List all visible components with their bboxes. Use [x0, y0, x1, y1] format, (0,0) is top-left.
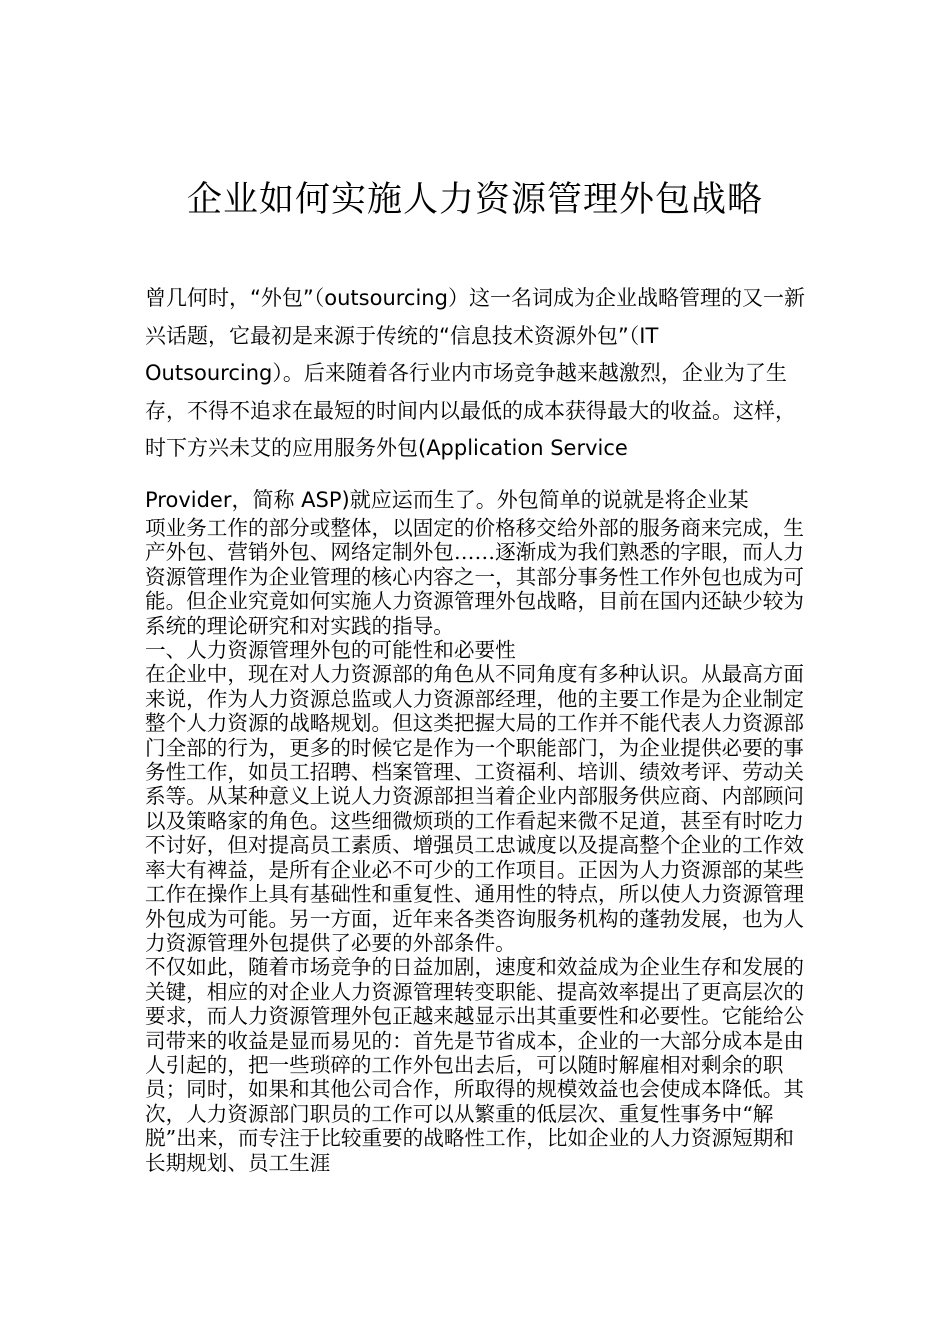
section-heading: 一、人力资源管理外包的可能性和必要性	[145, 638, 516, 663]
intro-text-part1: 曾几何时，“外包”（outsourcing）这一名词成为企业战略管理的又一新兴话题，它最初是来源于传统的“信息技术资源外包”（IT Outsourcing）。后来随着各行业内市场竞争越来越激烈，企业为了生存，不得不追求在最短的时间内以最低的成本获得最大的收益。这样，时下方兴未艾的应用服务外包(Application Service	[145, 286, 805, 460]
body-paragraph: 不仅如此，随着市场竞争的日益加剧，速度和效益成为企业生存和发展的关键，相应的对企业人力资源管理转变职能、提高效率提出了更高层次的要求，而人力资源管理外包正越来越显示出其重要性和必要性。它能给公司带来的收益是显而易见的：首先是节省成本，企业的一大部分成本是由人引起的，把一些琐碎的工作外包出去后，可以随时解雇相对剩余的职员；同时，如果和其他公司合作，所取得的规模效益也会使成本降低。其次，人力资源部门职员的工作可以从繁重的低层次、重复性事务中“解脱”出来，而专注于比较重要的战略性工作，比如企业的人力资源短期和长期规划、员工生涯	[145, 955, 804, 1175]
body-paragraph: 在企业中，现在对人力资源部的角色从不同角度有多种认识。从最高方面来说，作为人力资源总监或人力资源部经理，他的主要工作是为企业制定整个人力资源的战略规划。但这类把握大局的工作并不能代表人力资源部门全部的行为，更多的时候它是作为一个职能部门，为企业提供必要的事务性工作，如员工招聘、档案管理、工资福利、培训、绩效考评、劳动关系等。从某种意义上说人力资源部担当着企业内部服务供应商、内部顾问以及策略家的角色。这些细微烦琐的工作看起来微不足道，甚至有时吃力不讨好，但对提高员工素质、增强员工忠诚度以及提高整个企业的工作效率大有裨益，是所有企业必不可少的工作项目。正因为人力资源部的某些工作在操作上具有基础性和重复性、通用性的特点，所以使人力资源管理外包成为可能。另一方面，近年来各类咨询服务机构的蓬勃发展，也为人力资源管理外包提供了必要的外部条件。	[145, 662, 804, 955]
intro-text-part2: Provider，简称 ASP)就应运而生了。外包简单的说就是将企业某	[145, 487, 749, 512]
line-gap	[145, 468, 805, 482]
intro-paragraph	[145, 280, 805, 519]
body-paragraph: 项业务工作的部分或整体，以固定的价格移交给外部的服务商来完成，生产外包、营销外包、网络定制外包……逐渐成为我们熟悉的字眼，而人力资源管理作为企业管理的核心内容之一，其部分事务性工作外包也成为可能。但企业究竟如何实施人力资源管理外包战略，目前在国内还缺少较为系统的理论研究和对实践的指导。	[145, 516, 804, 638]
document-body	[145, 516, 805, 1175]
document-title: 企业如何实施人力资源管理外包战略	[186, 180, 763, 220]
